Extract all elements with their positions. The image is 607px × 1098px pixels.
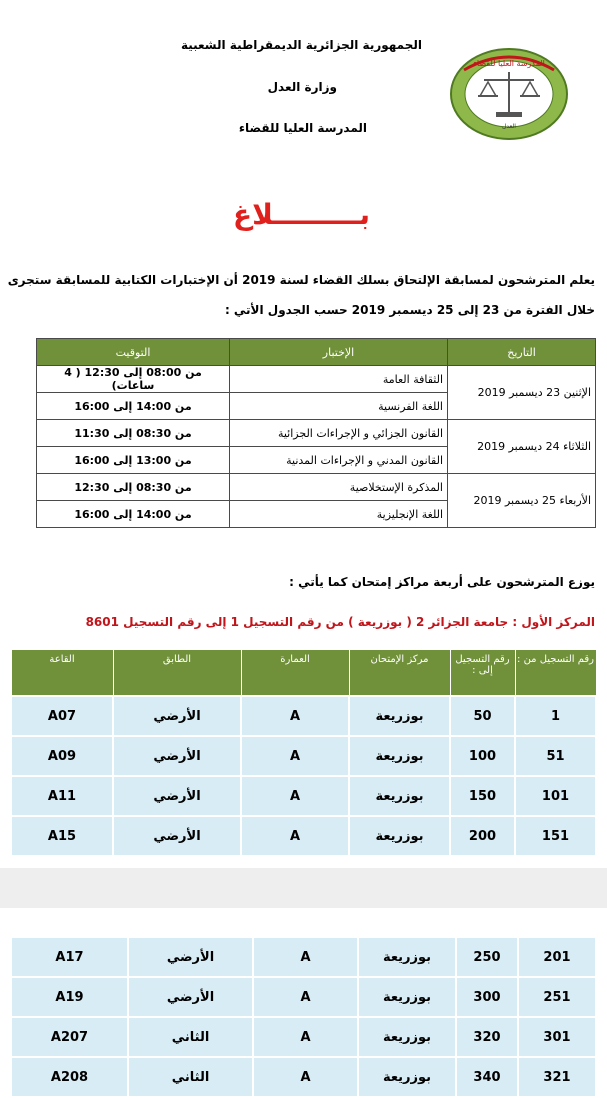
rooms-header-room: القاعة: [11, 650, 113, 697]
logo-subtext: العدل: [502, 123, 516, 130]
reg-to: 150: [450, 776, 515, 816]
floor: الأرضي: [113, 696, 241, 736]
floor: الأرضي: [113, 736, 241, 776]
building: A: [241, 696, 349, 736]
table-row: [11, 816, 596, 856]
rooms-header-from: رقم التسجيل من :: [515, 650, 596, 697]
school-logo: [444, 44, 574, 144]
schedule-time: من 08:00 إلى 12:30 ( 4 ساعات): [37, 366, 230, 393]
room: A17: [11, 937, 128, 977]
reg-from: 251: [518, 977, 596, 1017]
rooms-table-page-2: [10, 936, 597, 1098]
schedule-date: الثلاثاء 24 ديسمبر 2019: [448, 420, 596, 474]
schedule-subject: اللغة الفرنسية: [230, 393, 448, 420]
floor: الأرضي: [113, 776, 241, 816]
floor: الأرضي: [113, 816, 241, 856]
reg-from: 101: [515, 776, 596, 816]
exam-center: بوزريعة: [349, 776, 450, 816]
announcement-title: بـــــــــلاغ: [232, 198, 370, 231]
schedule-row: [37, 474, 596, 501]
schedule-header-date: التاريخ: [448, 339, 596, 366]
floor: الثاني: [128, 1057, 253, 1097]
building: A: [253, 937, 358, 977]
building: A: [253, 977, 358, 1017]
schedule-header-time: التوقيت: [37, 339, 230, 366]
reg-from: 301: [518, 1017, 596, 1057]
building: A: [253, 1017, 358, 1057]
schedule-row: [37, 420, 596, 447]
schedule-subject: القانون الجزائي و الإجراءات الجزائية: [230, 420, 448, 447]
floor: الثاني: [128, 1017, 253, 1057]
reg-to: 300: [456, 977, 518, 1017]
room: A207: [11, 1017, 128, 1057]
floor: الأرضي: [128, 937, 253, 977]
reg-to: 250: [456, 937, 518, 977]
center-1-heading: المركز الأول : جامعة الجزائر 2 ( بوزريعة ) من رقم التسجيل 1 إلى رقم التسجيل 8601: [85, 615, 595, 629]
table-row: [11, 1017, 596, 1057]
reg-from: 321: [518, 1057, 596, 1097]
republic-heading: الجمهورية الجزائرية الديمقراطية الشعبية: [180, 38, 422, 52]
schedule-time: من 08:30 إلى 12:30: [37, 474, 230, 501]
logo-text: المدرسة العليا للقضاء: [473, 59, 545, 68]
distribution-intro: يوزع المترشحون على أربعة مراكز إمتحان كما يأتي :: [289, 575, 595, 589]
reg-to: 50: [450, 696, 515, 736]
announcement-line-2: خلال الفترة من 23 إلى 25 ديسمبر 2019 حسب الجدول الأتي :: [224, 303, 595, 317]
reg-to: 100: [450, 736, 515, 776]
table-row: [11, 696, 596, 736]
table-row: [11, 1057, 596, 1097]
room: A19: [11, 977, 128, 1017]
reg-from: 201: [518, 937, 596, 977]
schedule-date: الإثنين 23 ديسمبر 2019: [448, 366, 596, 420]
schedule-header-exam: الإختبار: [230, 339, 448, 366]
schedule-subject: اللغة الإنجليزية: [230, 501, 448, 528]
schedule-row: [37, 366, 596, 393]
building: A: [253, 1057, 358, 1097]
building: A: [241, 776, 349, 816]
reg-to: 340: [456, 1057, 518, 1097]
exam-center: بوزريعة: [358, 1057, 456, 1097]
reg-from: 151: [515, 816, 596, 856]
schedule-time: من 13:00 إلى 16:00: [37, 447, 230, 474]
building: A: [241, 736, 349, 776]
rooms-header-building: العمارة: [241, 650, 349, 697]
schedule-time: من 08:30 إلى 11:30: [37, 420, 230, 447]
room: A11: [11, 776, 113, 816]
rooms-header-center: مركز الإمتحان: [349, 650, 450, 697]
schedule-subject: الثقافة العامة: [230, 366, 448, 393]
exam-center: بوزريعة: [349, 696, 450, 736]
reg-from: 51: [515, 736, 596, 776]
floor: الأرضي: [128, 977, 253, 1017]
exam-center: بوزريعة: [358, 977, 456, 1017]
room: A15: [11, 816, 113, 856]
rooms-header-floor: الطابق: [113, 650, 241, 697]
rooms-table-page-1: [10, 649, 597, 857]
page-gap: [0, 868, 607, 908]
reg-to: 200: [450, 816, 515, 856]
school-heading: المدرسة العليا للقضاء: [238, 121, 367, 135]
schedule-date: الأربعاء 25 ديسمبر 2019: [448, 474, 596, 528]
exam-center: بوزريعة: [358, 937, 456, 977]
schedule-time: من 14:00 إلى 16:00: [37, 393, 230, 420]
table-row: [11, 937, 596, 977]
schedule-subject: القانون المدني و الإجراءات المدنية: [230, 447, 448, 474]
exam-center: بوزريعة: [349, 816, 450, 856]
reg-from: 1: [515, 696, 596, 736]
room: A208: [11, 1057, 128, 1097]
room: A09: [11, 736, 113, 776]
ministry-heading: وزارة العدل: [267, 80, 337, 94]
table-row: [11, 736, 596, 776]
rooms-header-to: رقم التسجيل إلى :: [450, 650, 515, 697]
building: A: [241, 816, 349, 856]
exam-center: بوزريعة: [358, 1017, 456, 1057]
exam-schedule-table: [36, 338, 596, 528]
table-row: [11, 977, 596, 1017]
schedule-time: من 14:00 إلى 16:00: [37, 501, 230, 528]
exam-center: بوزريعة: [349, 736, 450, 776]
table-row: [11, 776, 596, 816]
schedule-subject: المذكرة الإستخلاصية: [230, 474, 448, 501]
reg-to: 320: [456, 1017, 518, 1057]
announcement-line-1: يعلم المترشحون لمسابقة الإلتحاق بسلك القضاء لسنة 2019 أن الإختبارات الكتابية للمسابقة ستجرى: [7, 273, 595, 287]
room: A07: [11, 696, 113, 736]
